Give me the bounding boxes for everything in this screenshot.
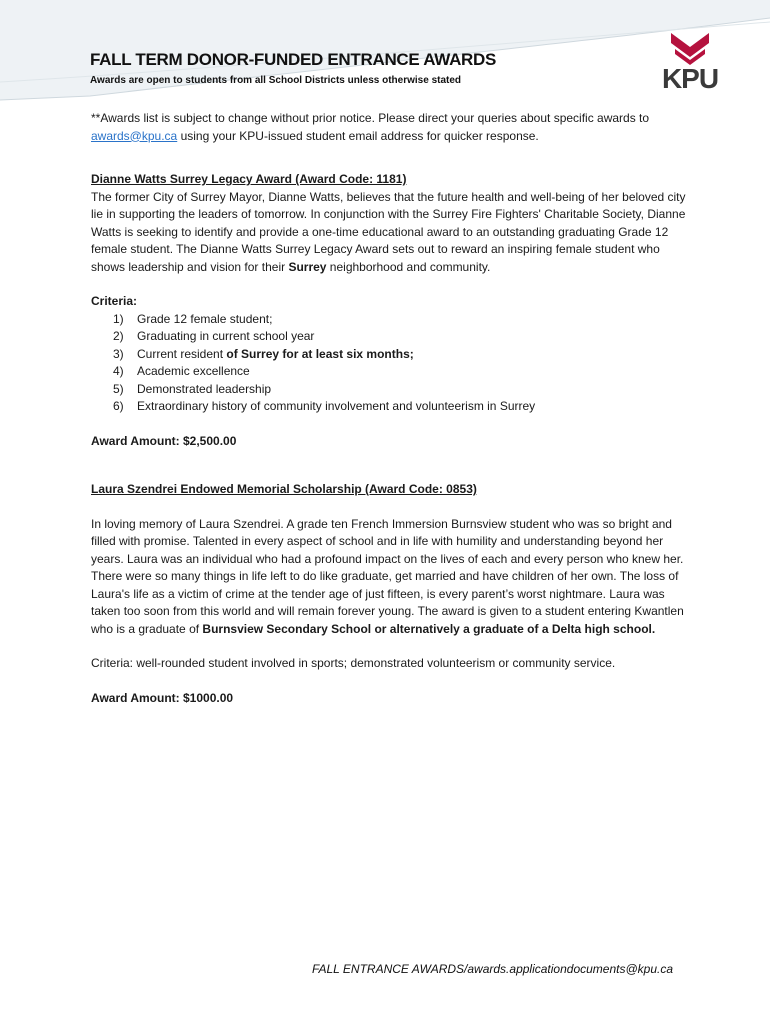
document-body <box>91 110 691 707</box>
award-criteria: Criteria: well-rounded student involved in sports; demonstrated volunteerism or community service. <box>91 656 616 670</box>
award-amount: Award Amount: $1000.00 <box>91 690 234 705</box>
notice-prefix: **Awards list is subject to change without prior notice. Please direct your queries about specific awards to <box>91 111 650 125</box>
notice-suffix: using your KPU-issued student email address for quicker response. <box>177 128 539 143</box>
award-section-dianne-watts <box>91 171 691 450</box>
award-description: In loving memory of Laura Szendrei. A grade ten French Immersion Burnsview student who was so bright and filled with promise. Talented in every aspect of school and in life with humility and understanding beyond her years. Laura was an individual who had a profound impact on the lives of each and every person who knew her. There were so many things in life left to do like graduate, get married and have children of her own. The loss of Laura's life as a victim of crime at the tender age of just fifteen, is every parent’s worst nightmare. Laura was taken too soon from this world and will remain forever young. The award is given to a student entering Kwantlen who is a graduate of Burnsview Secondary School or alternatively a graduate of a Delta high school. <box>91 516 684 636</box>
criteria-list <box>91 311 691 416</box>
award-title: Dianne Watts Surrey Legacy Award (Award Code: 1181) <box>91 172 407 186</box>
kpu-chevron-icon <box>651 27 729 67</box>
page-title: FALL TERM DONOR-FUNDED ENTRANCE AWARDS <box>90 50 497 69</box>
criteria-item: 6) Extraordinary history of community involvement and volunteerism in Surrey <box>113 399 536 413</box>
page-subtitle: Awards are open to students from all School Districts unless otherwise stated <box>90 75 462 86</box>
header-band <box>0 0 770 105</box>
criteria-item: 2) Graduating in current school year <box>113 329 315 343</box>
awards-email-link[interactable]: awards@kpu.ca <box>91 128 178 143</box>
page-footer: FALL ENTRANCE AWARDS/awards.applicationdocuments@kpu.ca <box>312 962 674 976</box>
award-title: Laura Szendrei Endowed Memorial Scholarship (Award Code: 0853) <box>91 482 477 496</box>
award-amount: Award Amount: $2,500.00 <box>91 433 237 448</box>
criteria-heading: Criteria: <box>91 294 138 308</box>
kpu-logo-text: KPU <box>661 63 719 94</box>
criteria-item: 1) Grade 12 female student; <box>113 311 273 326</box>
criteria-item: 3) Current resident of Surrey for at least six months; <box>113 346 414 361</box>
criteria-item: 5) Demonstrated leadership <box>113 381 272 396</box>
criteria-item: 4) Academic excellence <box>113 364 250 378</box>
award-description: The former City of Surrey Mayor, Dianne Watts, believes that the future health and well-being of her beloved city lie in supporting the leaders of tomorrow. In conjunction with the Surrey Fire Fighters' Charitable Society, Dianne Watts is seeking to identify and provide a one-time educational award to an outstanding graduating Grade 12 female student. The Dianne Watts Surrey Legacy Award sets out to reward an inspiring female student who shows leadership and vision for their Surrey neighborhood and community. <box>91 189 686 274</box>
kpu-logo <box>651 27 729 93</box>
notice-paragraph <box>91 110 691 145</box>
award-section-laura-szendrei <box>91 481 691 707</box>
